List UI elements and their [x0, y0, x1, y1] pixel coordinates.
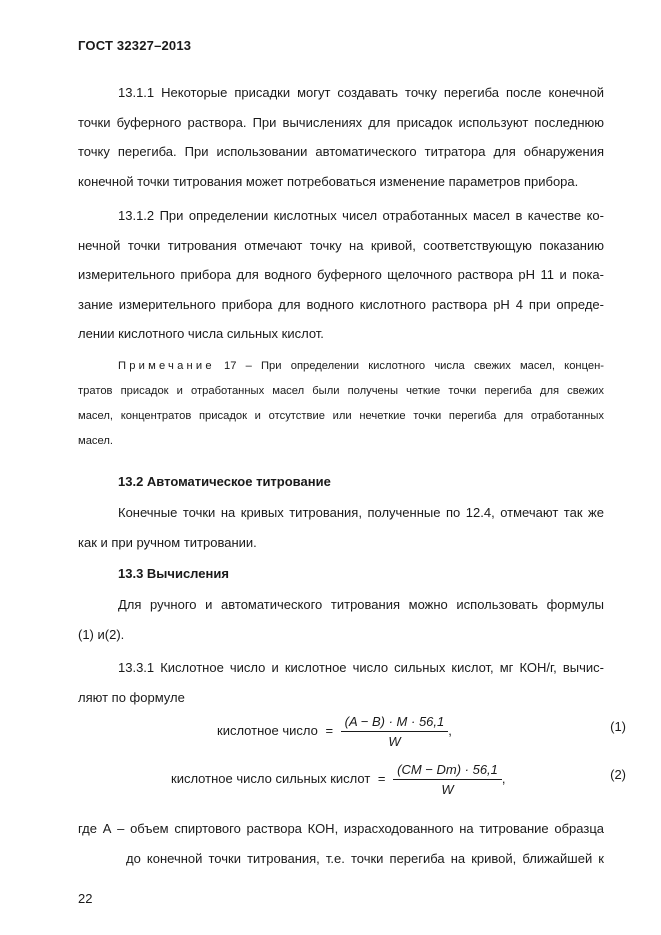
text-line: 13.1.1 Некоторые присадки могут создавать точку перегиба после конечной — [118, 85, 604, 100]
equation-number-2: (2) — [610, 767, 626, 782]
text-line: как и при ручном титровании. — [78, 534, 257, 550]
section-heading-13-3: 13.3 Вычисления — [118, 566, 229, 581]
equation-number-1: (1) — [610, 719, 626, 734]
text-line: лении кислотного числа сильных кислот. — [78, 326, 324, 341]
formula-lhs: кислотное число — [217, 722, 318, 738]
paragraph-13-3 — [78, 590, 604, 649]
text-line: тратов присадок и отработанных масел были получены четкие точки перегиба для свежих — [78, 385, 604, 397]
page-number: 22 — [78, 891, 93, 906]
section-heading-13-2: 13.2 Автоматическое титрование — [118, 474, 331, 489]
text-line: где А – объем спиртового раствора КОН, израсходованного на титрование образца — [78, 821, 604, 836]
paragraph-13-1-1 — [78, 78, 604, 196]
note-label: Примечание — [118, 360, 215, 372]
formula-trail: , — [501, 770, 506, 786]
text-line: 13.1.2 При определении кислотных чисел отработанных масел в качестве ко- — [118, 208, 604, 223]
fraction — [393, 762, 502, 797]
denominator: W — [388, 734, 401, 749]
note-text: 17 – При определении кислотного числа свежих масел, концен- — [223, 360, 605, 372]
denominator: W — [441, 782, 454, 797]
text-line: до конечной точки титрования, т.е. точки перегиба на кривой, ближайшей к — [126, 850, 604, 866]
text-line: конечной точки титрования может потребоваться изменение параметров прибора. — [78, 173, 579, 189]
text-line: измерительного прибора для водного буферного щелочного раствора pH 11 и пока- — [78, 267, 604, 282]
text-line: точки буферного раствора. При вычислениях для присадок используют последнюю — [78, 114, 604, 130]
equals-sign: = — [377, 770, 386, 786]
formula-2 — [171, 762, 506, 797]
formula-1 — [217, 714, 452, 749]
where-clause — [78, 814, 604, 873]
document-header: ГОСТ 32327–2013 — [78, 38, 192, 53]
formula-trail: , — [448, 722, 452, 738]
numerator: (CM − Dm) · 56,1 — [393, 762, 502, 780]
equals-sign: = — [325, 722, 334, 738]
text-line: точку перегиба. При использовании автоматического титратора для обнаружения — [78, 144, 604, 159]
note-first-line — [78, 354, 604, 379]
fraction — [341, 714, 449, 749]
text-line: нечной точки титрования отмечают точку на кривой, соответствующую показанию — [78, 237, 604, 253]
paragraph-13-3-1 — [78, 653, 604, 712]
text-line: 13.3.1 Кислотное число и кислотное число сильных кислот, мг КОН/г, вычис- — [118, 660, 604, 675]
note-17 — [78, 354, 604, 454]
formula-lhs: кислотное число сильных кислот — [171, 770, 371, 786]
text-line: масел. — [78, 435, 113, 447]
paragraph-13-1-2 — [78, 201, 604, 349]
text-line: Для ручного и автоматического титрования можно использовать формулы — [118, 597, 604, 612]
text-line: масел, концентратов присадок и отсутствие или нечеткие точки перегиба для отработанных — [78, 410, 604, 422]
text-line: зание измерительного прибора для водного кислотного раствора pH 4 при опреде- — [78, 296, 604, 312]
text-line: (1) и(2). — [78, 626, 125, 642]
numerator: (A − B) · M · 56,1 — [341, 714, 449, 732]
paragraph-13-2 — [78, 498, 604, 557]
text-line: ляют по формуле — [78, 689, 185, 705]
text-line: Конечные точки на кривых титрования, полученные по 12.4, отмечают так же — [118, 505, 604, 520]
